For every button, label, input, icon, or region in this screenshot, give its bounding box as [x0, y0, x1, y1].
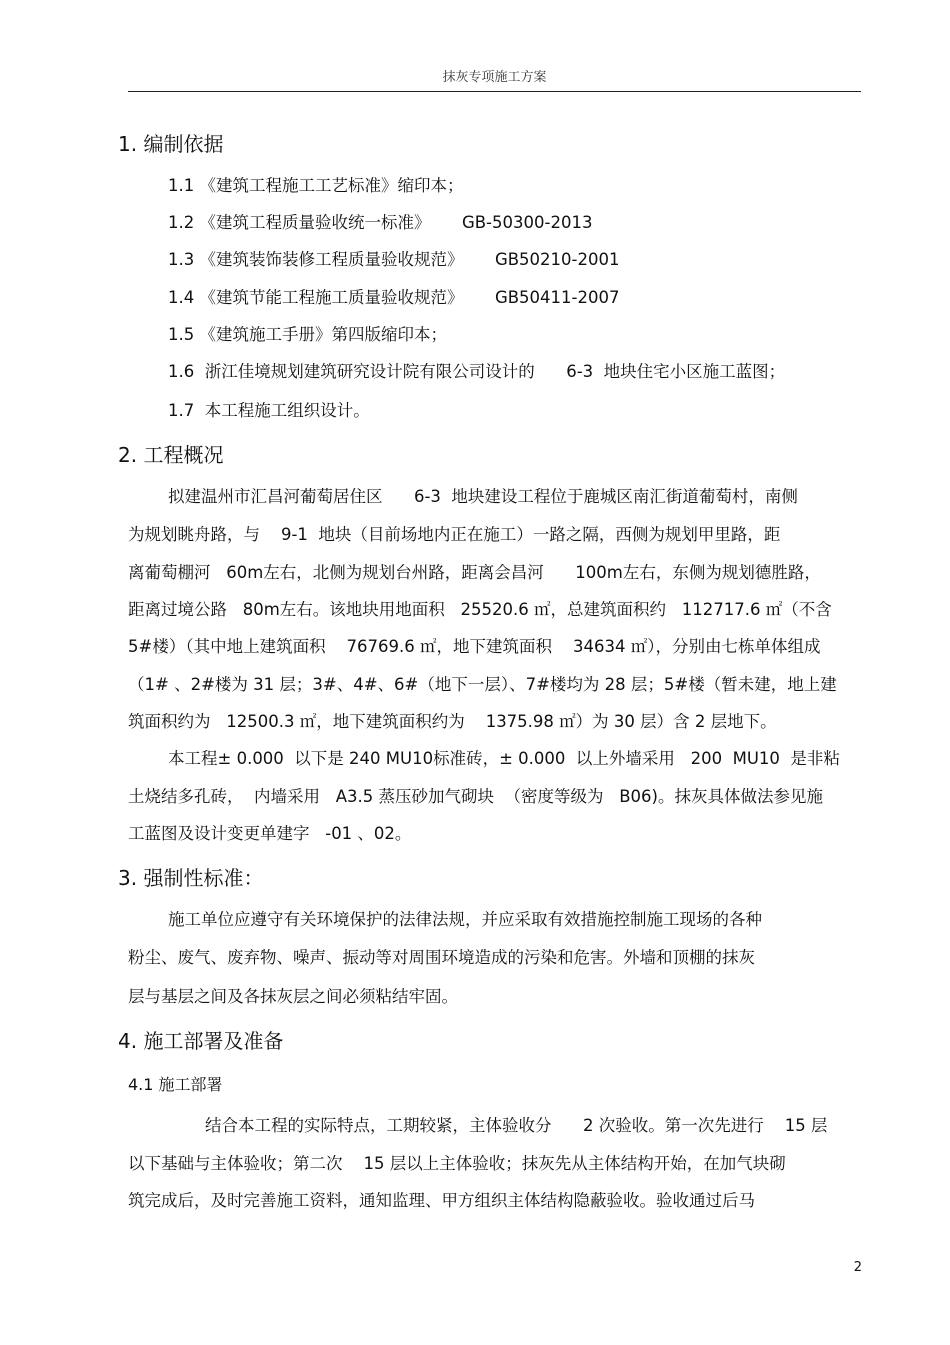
paragraph-line: 以下基础与主体验收；第二次 15 层以上主体验收；抹灰先从主体结构开始，在加气块砌	[128, 1154, 786, 1173]
page-header-title: 抹灰专项施工方案	[442, 70, 547, 85]
section-heading-4: 4. 施工部署及准备	[118, 1029, 284, 1053]
paragraph-line: （1# 、2#楼为 31 层；3#、4#、6#（地下一层）、7#楼均为 28 层；5#楼（暂未建，地上建	[128, 675, 837, 694]
paragraph-line: 结合本工程的实际特点，工期较紧，主体验收分 2 次验收。第一次先进行 15 层	[205, 1116, 828, 1135]
paragraph-line: 筑面积约为 12500.3 ㎡，地下建筑面积约为 1375.98 ㎡）为 30 层）含 2 层地下。	[128, 712, 777, 731]
reference-item: 1.7 本工程施工组织设计。	[168, 401, 370, 420]
paragraph-line: 筑完成后，及时完善施工资料，通知监理、甲方组织主体结构隐蔽验收。验收通过后马	[128, 1191, 755, 1210]
paragraph-line: 为规划眺舟路，与 9-1 地块（目前场地内正在施工）一路之隔，西侧为规划甲里路，距	[128, 525, 781, 544]
paragraph-line: 距离过境公路 80m左右。该地块用地面积 25520.6 ㎡，总建筑面积约 112717.6 ㎡（不含	[128, 600, 832, 619]
subsection-heading: 4.1 施工部署	[128, 1075, 223, 1094]
page-number: 2	[853, 1260, 862, 1275]
paragraph-line: 工蓝图及设计变更单建字 -01 、02。	[128, 824, 412, 843]
paragraph-line: 土烧结多孔砖， 内墙采用 A3.5 蒸压砂加气砌块 （密度等级为 B06)。抹灰具体做法参见施	[128, 787, 823, 806]
reference-item: 1.1 《建筑工程施工工艺标准》缩印本；	[168, 176, 464, 195]
paragraph-line: 离葡萄棚河 60m左右，北侧为规划台州路，距离会昌河 100m左右，东侧为规划德胜路，	[128, 563, 821, 582]
section-heading-1: 1. 编制依据	[118, 132, 224, 156]
section-heading-3: 3. 强制性标准：	[118, 866, 264, 890]
section-heading-2: 2. 工程概况	[118, 443, 224, 467]
reference-item: 1.4 《建筑节能工程施工质量验收规范》 GB50411-2007	[168, 288, 620, 307]
paragraph-line: 粉尘、废气、废弃物、噪声、振动等对周围环境造成的污染和危害。外墙和顶棚的抹灰	[128, 948, 755, 967]
reference-item: 1.5 《建筑施工手册》第四版缩印本；	[168, 325, 447, 344]
paragraph-line: 层与基层之间及各抹灰层之间必须粘结牢固。	[128, 987, 458, 1006]
header-divider	[128, 91, 861, 92]
reference-item: 1.3 《建筑装饰装修工程质量验收规范》 GB50210-2001	[168, 250, 620, 269]
paragraph-line: 拟建温州市汇昌河葡萄居住区 6-3 地块建设工程位于鹿城区南汇街道葡萄村，南侧	[168, 487, 798, 506]
paragraph-line: 施工单位应遵守有关环境保护的法律法规，并应采取有效措施控制施工现场的各种	[168, 910, 762, 929]
reference-item: 1.6 浙江佳境规划建筑研究设计院有限公司设计的 6-3 地块住宅小区施工蓝图；	[168, 362, 786, 381]
paragraph-line: 5#楼）（其中地上建筑面积 76769.6 ㎡，地下建筑面积 34634 ㎡），分别由七栋单体组成	[128, 637, 821, 656]
reference-item: 1.2 《建筑工程质量验收统一标准》 GB-50300-2013	[168, 213, 593, 232]
paragraph-line: 本工程± 0.000 以下是 240 MU10标准砖，± 0.000 以上外墙采用 200 MU10 是非粘	[168, 749, 840, 768]
